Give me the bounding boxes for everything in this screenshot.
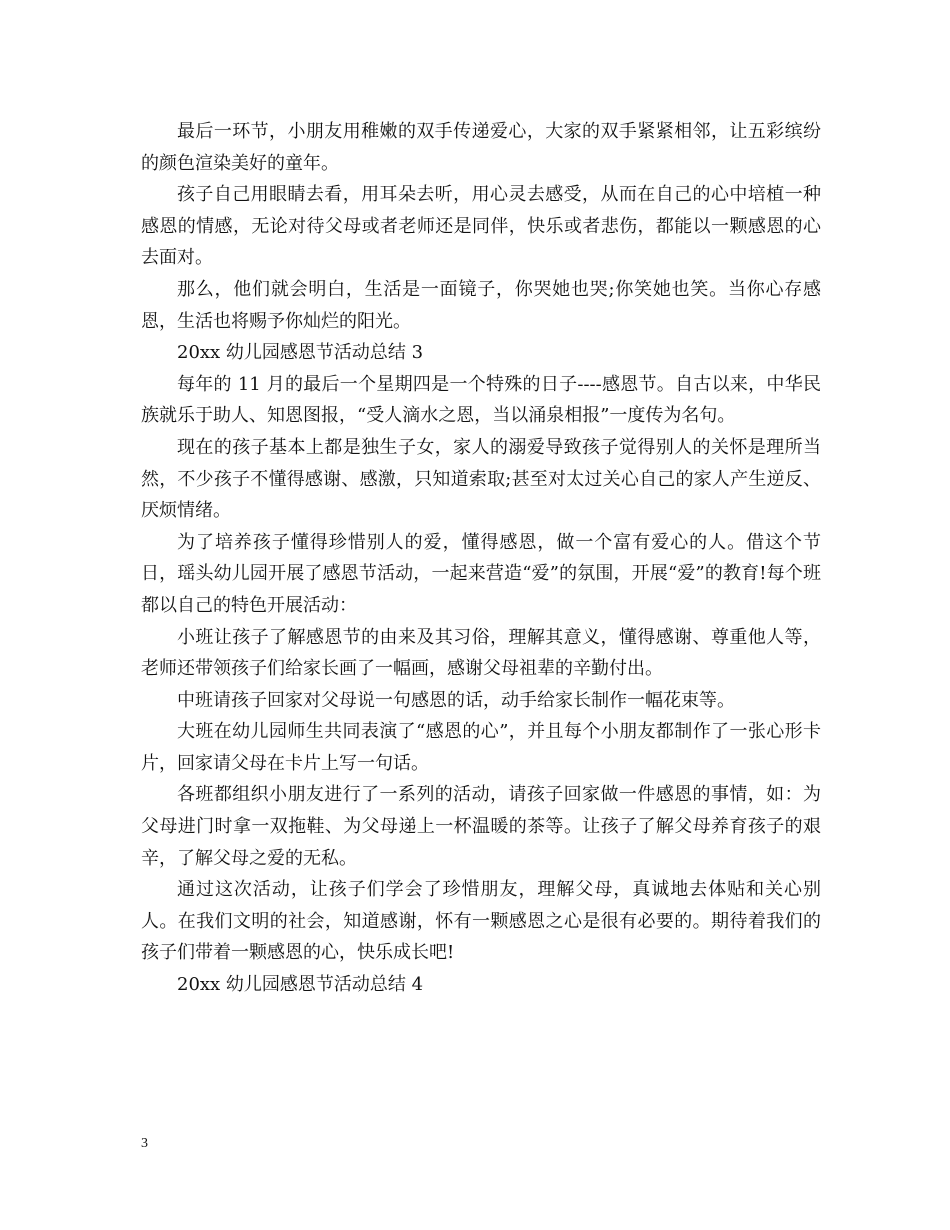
page-number: 3 xyxy=(141,1136,148,1151)
paragraph-activity-purpose: 为了培养孩子懂得珍惜别人的爱，懂得感恩，做一个富有爱心的人。借这个节日，瑶头幼儿园开展了感恩节活动，一起来营造“爱”的氛围，开展“爱”的教育!每个班都以自己的特色开展活动： xyxy=(141,531,821,616)
section-heading-summary-3: 20xx 幼儿园感恩节活动总结 3 xyxy=(177,342,424,364)
paragraph-only-children: 现在的孩子基本上都是独生子女，家人的溺爱导致孩子觉得别人的关怀是理所当然，不少孩子不懂得感谢、感激，只知道索取;甚至对太过关心自己的家人产生逆反、厌烦情绪。 xyxy=(141,436,821,522)
document-body xyxy=(141,116,821,1001)
paragraph-thanksgiving-intro: 每年的 11 月的最后一个星期四是一个特殊的日子----感恩节。自古以来，中华民族就乐于助人、知恩图报，“受人滴水之恩，当以涌泉相报”一度传为名句。 xyxy=(141,373,821,427)
section-heading-summary-4: 20xx 幼儿园感恩节活动总结 4 xyxy=(177,974,424,996)
paragraph-large-class: 大班在幼儿园师生共同表演了“感恩的心”，并且每个小朋友都制作了一张心形卡片，回家请父母在卡片上写一句话。 xyxy=(141,721,821,774)
paragraph-all-classes: 各班都组织小朋友进行了一系列的活动，请孩子回家做一件感恩的事情，如：为父母进门时拿一双拖鞋、为父母递上一杯温暖的茶等。让孩子了解父母养育孩子的艰辛，了解父母之爱的无私。 xyxy=(141,784,821,869)
paragraph-conclusion: 通过这次活动，让孩子们学会了珍惜朋友，理解父母，真诚地去体贴和关心别人。在我们文明的社会，知道感谢，怀有一颗感恩之心是很有必要的。期待着我们的孩子们带着一颗感恩的心，快乐成长吧! xyxy=(141,879,821,964)
paragraph-life-mirror: 那么，他们就会明白，生活是一面镜子，你哭她也哭;你笑她也笑。当你心存感恩，生活也将赐予你灿烂的阳光。 xyxy=(141,278,821,332)
paragraph-closing-activity: 最后一环节，小朋友用稚嫩的双手传递爱心，大家的双手紧紧相邻，让五彩缤纷的颜色渲染美好的童年。 xyxy=(141,121,821,174)
paragraph-gratitude-feeling: 孩子自己用眼睛去看，用耳朵去听，用心灵去感受，从而在自己的心中培植一种感恩的情感，无论对待父母或者老师还是同伴，快乐或者悲伤，都能以一颗感恩的心去面对。 xyxy=(141,184,821,269)
paragraph-middle-class: 中班请孩子回家对父母说一句感恩的话，动手给家长制作一幅花束等。 xyxy=(177,689,735,711)
paragraph-small-class: 小班让孩子了解感恩节的由来及其习俗，理解其意义，懂得感谢、尊重他人等，老师还带领孩子们给家长画了一幅画，感谢父母祖辈的辛勤付出。 xyxy=(141,626,821,680)
